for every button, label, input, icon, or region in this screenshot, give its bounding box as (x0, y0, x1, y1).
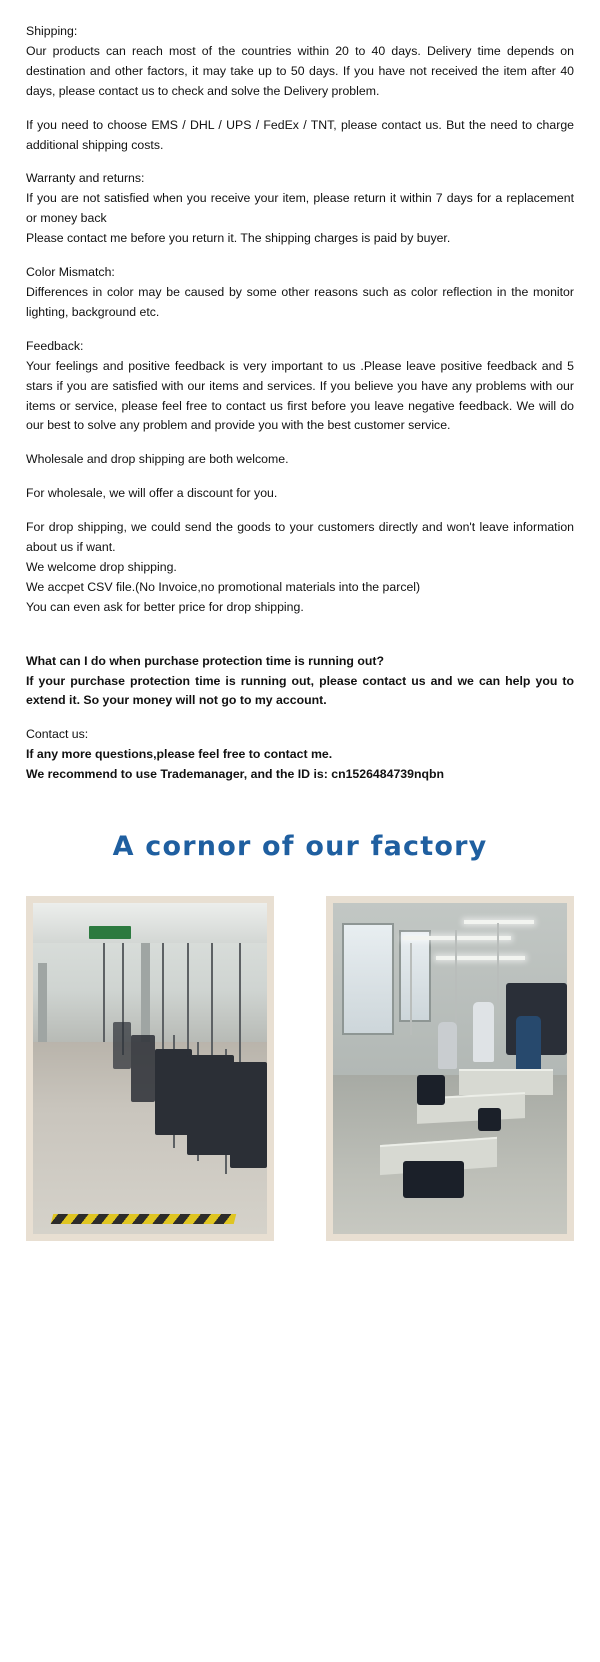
drop-shipping-paragraph-2: We welcome drop shipping. (26, 559, 177, 574)
feedback-heading: Feedback: (26, 338, 84, 353)
factory-photo-left-frame (26, 896, 274, 1241)
drop-shipping-block (26, 518, 574, 618)
feedback-paragraph: Your feelings and positive feedback is very important to us .Please leave positive feedback and 5 stars if you are satisfied with our items and services. If you believe you have any problems with our items or service, please feel free to contact us first before you leave negative feedback. We will do our best to solve any problem and provide you with the best customer service. (26, 358, 574, 433)
worker-figure (438, 1022, 457, 1068)
shipping-paragraph-2: If you need to choose EMS / DHL / UPS / FedEx / TNT, please contact us. But the need to charge additional shipping costs. (26, 117, 574, 152)
drop-shipping-paragraph-1: For drop shipping, we could send the goods to your customers directly and won't leave information about us if want. (26, 520, 574, 555)
drop-shipping-paragraph-3: We accpet CSV file.(No Invoice,no promotional materials into the parcel) (26, 579, 421, 594)
warranty-paragraph-2: Please contact me before you return it. The shipping charges is paid by buyer. (26, 231, 451, 246)
floor-hazard-marking (50, 1214, 235, 1224)
warehouse-sign (89, 926, 131, 939)
warranty-paragraph-1: If you are not satisfied when you receive your item, please return it within 7 days for a replacement or money back (26, 191, 574, 226)
purchase-protection-question: What can I do when purchase protection time is running out? (26, 653, 384, 668)
drop-shipping-paragraph-4: You can even ask for better price for drop shipping. (26, 599, 304, 614)
shipping-heading: Shipping: (26, 24, 78, 38)
contact-block (26, 725, 574, 785)
contact-trademanager-id: We recommend to use Trademanager, and the ID is: cn1526484739nqbn (26, 767, 445, 782)
color-mismatch-block (26, 263, 574, 323)
wholesale-discount-block (26, 484, 574, 504)
section-spacer (26, 632, 574, 652)
warranty-heading: Warranty and returns: (26, 171, 145, 186)
contact-heading: Contact us: (26, 727, 89, 742)
factory-photo-workshop (333, 903, 567, 1234)
factory-section-title: A cornor of our factory (112, 831, 488, 863)
factory-photo-row (26, 896, 574, 1281)
shipping-paragraph-1: Our products can reach most of the countries within 20 to 40 days. Delivery time depends on destination and other factors, it may take up to 50 days. If you have not received the item after 40 days, please contact us to check and solve the Delivery problem. (26, 43, 574, 98)
factory-photo-right-frame (326, 896, 574, 1241)
feedback-block (26, 337, 574, 437)
color-mismatch-heading: Color Mismatch: (26, 265, 115, 280)
purchase-protection-block (26, 652, 574, 712)
shipping-block (26, 22, 574, 102)
policy-text-section (26, 22, 574, 785)
worker-figure (473, 1002, 494, 1062)
factory-photo-warehouse (33, 903, 267, 1234)
contact-paragraph-1: If any more questions,please feel free to contact me. (26, 747, 333, 762)
wholesale-welcome-block (26, 450, 574, 470)
shipping-carriers-block (26, 116, 574, 156)
warranty-block (26, 169, 574, 249)
wholesale-paragraph-1: Wholesale and drop shipping are both welcome. (26, 452, 289, 467)
wholesale-paragraph-2: For wholesale, we will offer a discount for you. (26, 486, 278, 501)
color-mismatch-paragraph: Differences in color may be caused by some other reasons such as color reflection in the monitor lighting, background etc. (26, 284, 574, 319)
purchase-protection-answer: If your purchase protection time is running out, please contact us and we can help you to extend it. So your money will not go to my account. (26, 673, 574, 708)
